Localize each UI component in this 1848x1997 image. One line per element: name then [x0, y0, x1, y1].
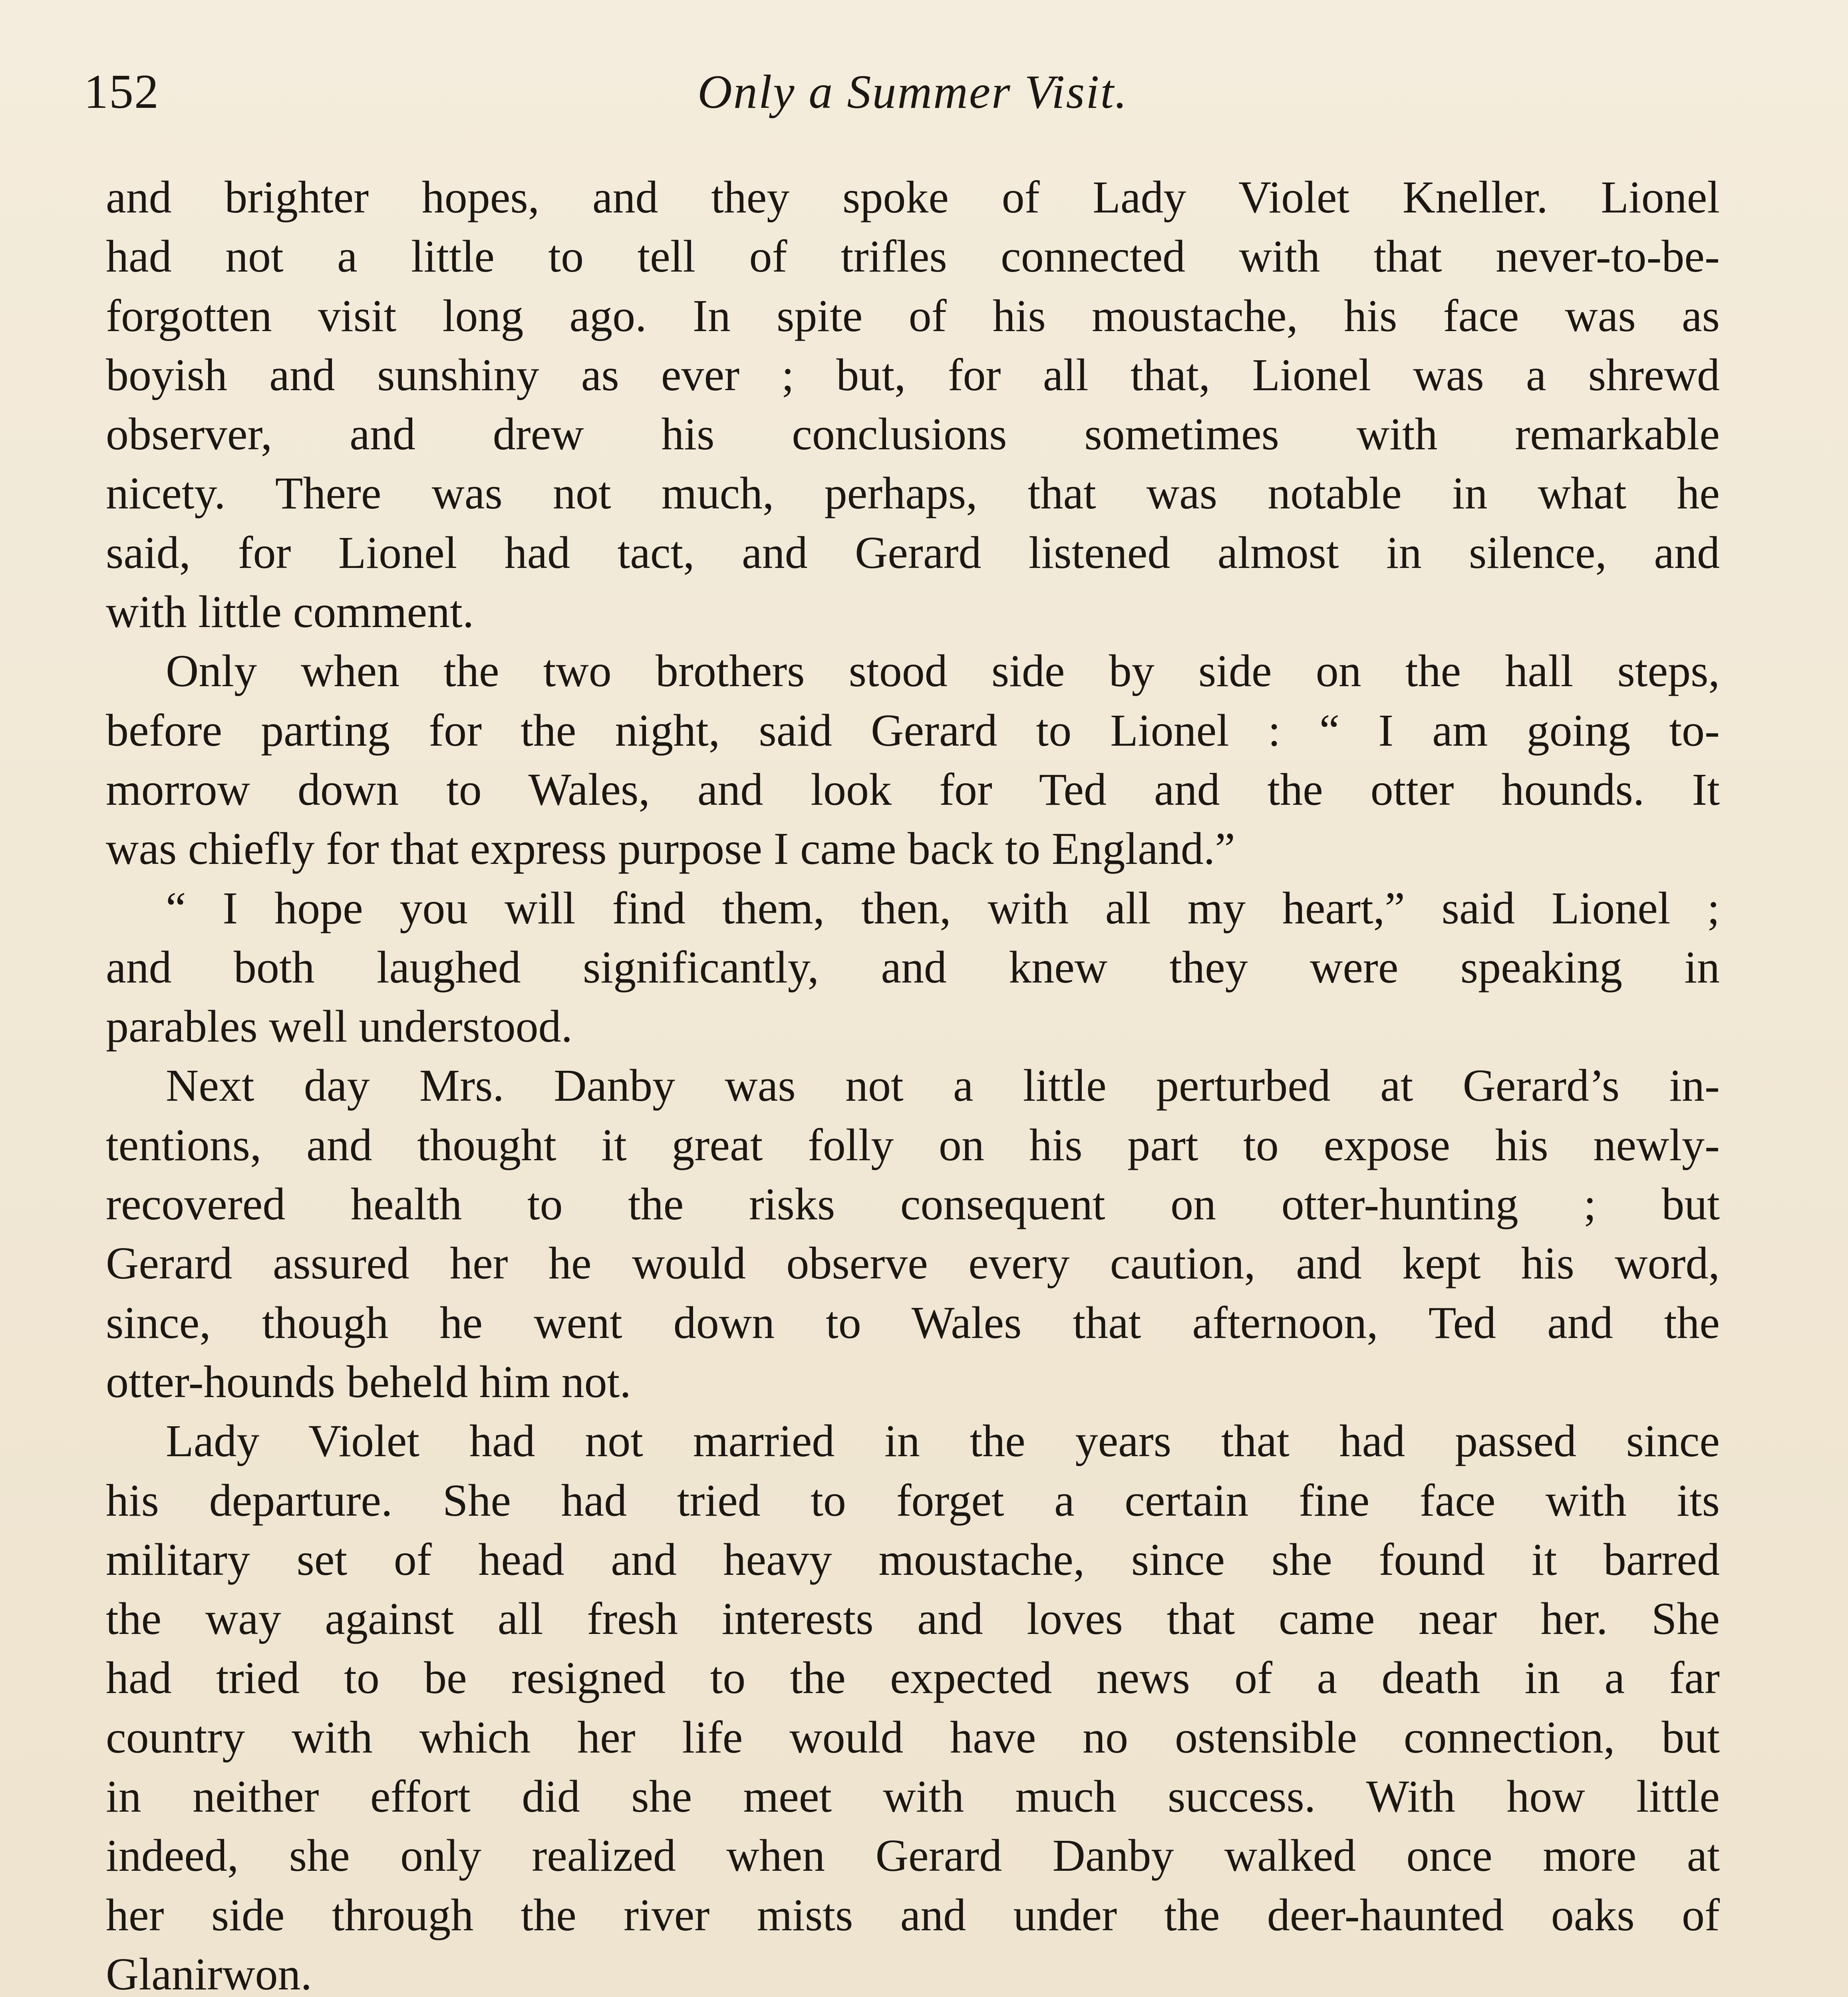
text-line: recovered health to the risks consequent on otter-hunting ; but — [106, 1179, 1720, 1230]
text-line: said, for Lionel had tact, and Gerard listened almost in silence, and — [106, 527, 1720, 578]
text-line: military set of head and heavy moustache, since she found it barred — [106, 1534, 1720, 1585]
text-line: and both laughed significantly, and knew they were speaking in — [106, 941, 1720, 993]
text-line: country with which her life would have no ostensible connection, but — [106, 1711, 1720, 1763]
text-line: Next day Mrs. Danby was not a little perturbed at Gerard’s in- — [166, 1060, 1720, 1111]
text-line: Only when the two brothers stood side by side on the hall steps, — [166, 645, 1720, 697]
text-line: forgotten visit long ago. In spite of his moustache, his face was as — [106, 290, 1720, 341]
text-line: morrow down to Wales, and look for Ted and the otter hounds. It — [106, 764, 1720, 815]
text-line: the way against all fresh interests and loves that came near her. She — [106, 1593, 1720, 1644]
text-line: nicety. There was not much, perhaps, that was notable in what he — [106, 468, 1720, 519]
text-line: his departure. She had tried to forget a certain fine face with its — [106, 1475, 1720, 1526]
text-line: boyish and sunshiny as ever ; but, for all that, Lionel was a shrewd — [106, 349, 1720, 400]
text-line: her side through the river mists and under the deer-haunted oaks of — [106, 1889, 1720, 1940]
text-line: Gerard assured her he would observe every caution, and kept his word, — [106, 1238, 1720, 1289]
text-line: Glanirwon. — [106, 1948, 312, 1997]
text-line: parables well understood. — [106, 1001, 573, 1052]
page-header — [84, 52, 1742, 132]
text-line: with little comment. — [106, 586, 474, 637]
text-line: otter-hounds beheld him not. — [106, 1356, 631, 1407]
text-line: and brighter hopes, and they spoke of Lady Violet Kneller. Lionel — [106, 172, 1720, 222]
text-line: observer, and drew his conclusions sometimes with remarkable — [106, 409, 1720, 460]
body-text — [106, 168, 1720, 1997]
text-line: in neither effort did she meet with much success. With how little — [106, 1771, 1720, 1822]
text-line: was chiefly for that express purpose I came back to England.” — [106, 823, 1235, 874]
text-line: Lady Violet had not married in the years that had passed since — [166, 1415, 1720, 1467]
page-number: 152 — [84, 65, 159, 119]
text-line: before parting for the night, said Gerard to Lionel : “ I am going to- — [106, 705, 1720, 756]
running-title: Only a Summer Visit. — [697, 65, 1128, 118]
text-line: since, though he went down to Wales that afternoon, Ted and the — [106, 1297, 1720, 1348]
text-line: had tried to be resigned to the expected news of a death in a far — [106, 1652, 1720, 1703]
text-line: tentions, and thought it great folly on his part to expose his newly- — [106, 1119, 1720, 1170]
text-line: “ I hope you will find them, then, with all my heart,” said Lionel ; — [166, 882, 1720, 933]
text-line: had not a little to tell of trifles connected with that never-to-be- — [106, 231, 1720, 282]
text-line: indeed, she only realized when Gerard Danby walked once more at — [106, 1830, 1720, 1881]
